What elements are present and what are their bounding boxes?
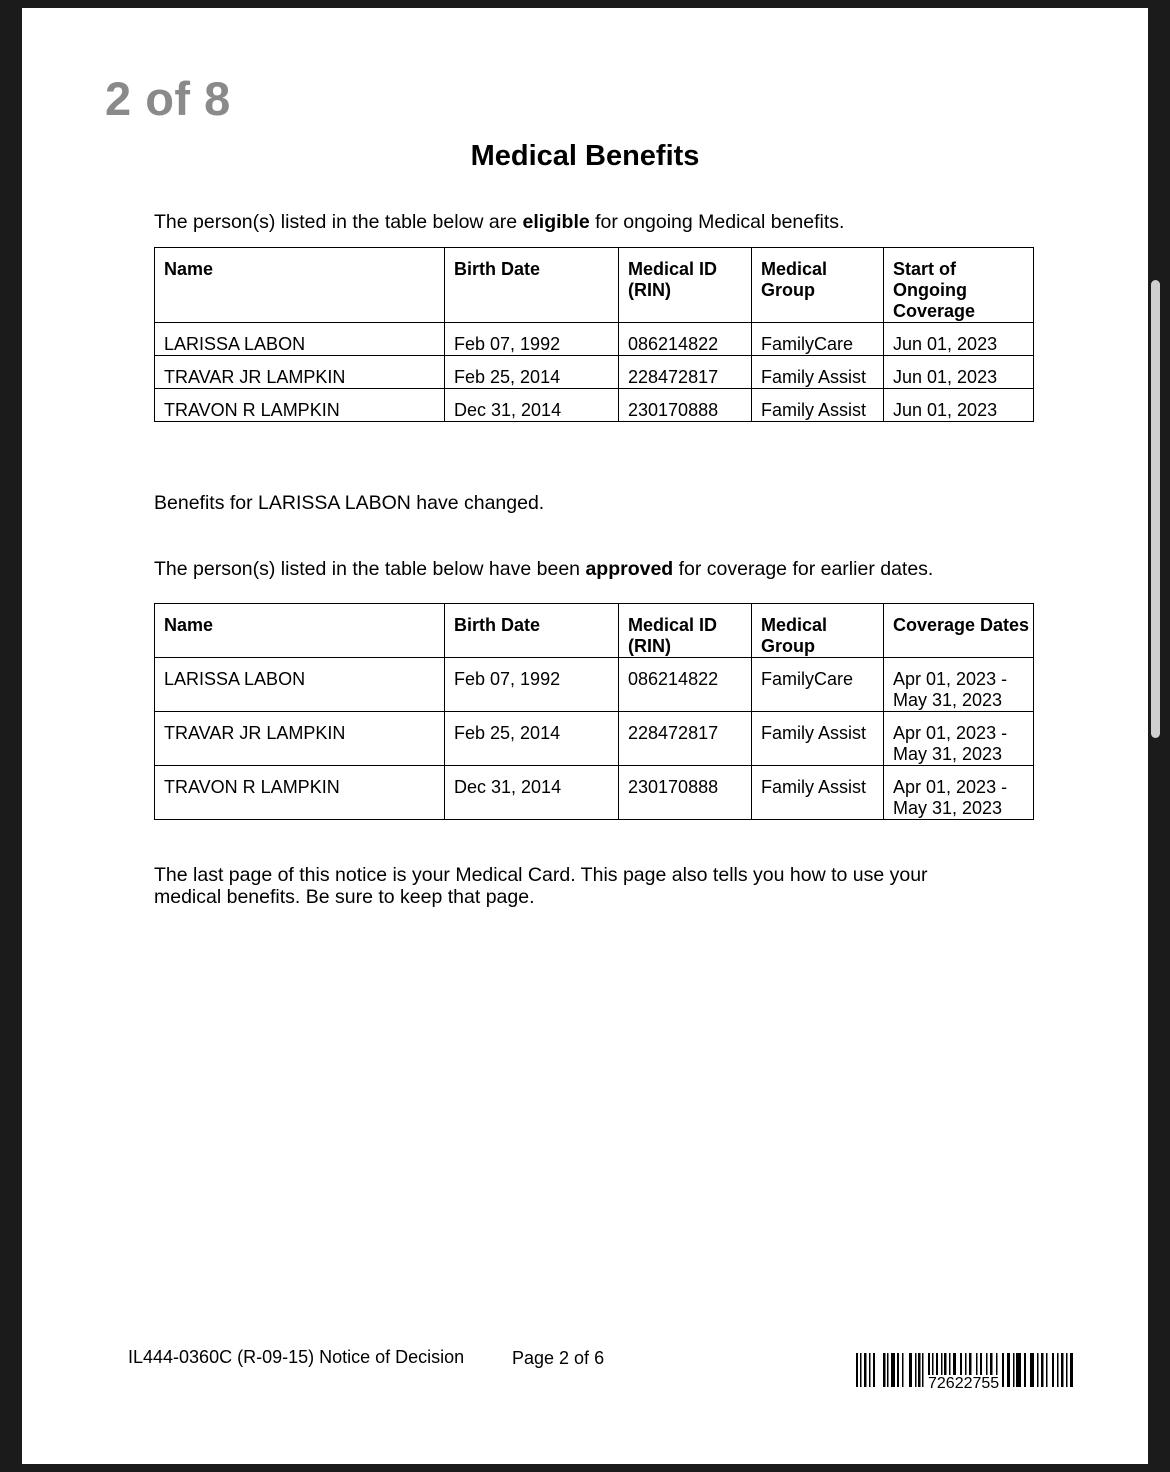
approved-intro: The person(s) listed in the table below have been approved for coverage for earlier dates. xyxy=(154,558,934,580)
table-cell: Jun 01, 2023 xyxy=(884,389,1034,422)
earlier-coverage-table xyxy=(154,603,1034,820)
eligible-intro: The person(s) listed in the table below are eligible for ongoing Medical benefits. xyxy=(154,211,845,233)
changed-note: Benefits for LARISSA LABON have changed. xyxy=(154,492,545,514)
table-cell: Apr 01, 2023 - May 31, 2023 xyxy=(884,712,1034,766)
table-row xyxy=(155,323,1034,356)
table-header-row xyxy=(155,604,1034,658)
column-header: Name xyxy=(155,248,445,323)
table-cell: Jun 01, 2023 xyxy=(884,356,1034,389)
table-cell: 230170888 xyxy=(619,389,752,422)
column-header: Coverage Dates xyxy=(884,604,1034,658)
closing-note: The last page of this notice is your Medical Card. This page also tells you how to use your medical benefits. Be sure to keep that page. xyxy=(154,864,928,908)
table-cell: Dec 31, 2014 xyxy=(445,389,619,422)
column-header: Medical ID (RIN) xyxy=(619,604,752,658)
table-cell: Apr 01, 2023 - May 31, 2023 xyxy=(884,766,1034,820)
table-cell: 086214822 xyxy=(619,658,752,712)
table-cell: 228472817 xyxy=(619,712,752,766)
table-cell: Family Assist xyxy=(752,389,884,422)
table-cell: 228472817 xyxy=(619,356,752,389)
column-header: Birth Date xyxy=(445,604,619,658)
table-row xyxy=(155,356,1034,389)
table-cell: Feb 25, 2014 xyxy=(445,356,619,389)
table-row xyxy=(155,712,1034,766)
page-indicator: 2 of 8 xyxy=(105,72,231,125)
table-cell: Apr 01, 2023 - May 31, 2023 xyxy=(884,658,1034,712)
table-cell: Feb 07, 1992 xyxy=(445,323,619,356)
table-cell: Jun 01, 2023 xyxy=(884,323,1034,356)
table-row xyxy=(155,389,1034,422)
table-cell: TRAVAR JR LAMPKIN xyxy=(155,356,445,389)
table-cell: FamilyCare xyxy=(752,323,884,356)
column-header: Medical Group xyxy=(752,604,884,658)
table-cell: TRAVAR JR LAMPKIN xyxy=(155,712,445,766)
column-header: Medical Group xyxy=(752,248,884,323)
table-cell: Family Assist xyxy=(752,356,884,389)
table-header-row xyxy=(155,248,1034,323)
table-cell: Dec 31, 2014 xyxy=(445,766,619,820)
ongoing-coverage-table xyxy=(154,247,1034,422)
table-cell: Family Assist xyxy=(752,766,884,820)
table-cell: LARISSA LABON xyxy=(155,658,445,712)
column-header: Name xyxy=(155,604,445,658)
page-title: Medical Benefits xyxy=(470,140,700,172)
form-identifier: IL444-0360C (R-09-15) Notice of Decision xyxy=(128,1347,465,1367)
table-cell: Family Assist xyxy=(752,712,884,766)
document-page xyxy=(22,8,1148,1464)
table-cell: 086214822 xyxy=(619,323,752,356)
table-cell: 230170888 xyxy=(619,766,752,820)
table-cell: FamilyCare xyxy=(752,658,884,712)
table-cell: LARISSA LABON xyxy=(155,323,445,356)
table-row xyxy=(155,766,1034,820)
table-row xyxy=(155,658,1034,712)
vertical-scrollbar[interactable] xyxy=(1151,280,1160,738)
column-header: Birth Date xyxy=(445,248,619,323)
barcode-number: 72622755 xyxy=(928,1375,1000,1392)
table-cell: Feb 25, 2014 xyxy=(445,712,619,766)
table-cell: Feb 07, 1992 xyxy=(445,658,619,712)
column-header: Medical ID (RIN) xyxy=(619,248,752,323)
table-cell: TRAVON R LAMPKIN xyxy=(155,766,445,820)
page-number: Page 2 of 6 xyxy=(512,1348,605,1368)
column-header: Start of Ongoing Coverage xyxy=(884,248,1034,323)
table-cell: TRAVON R LAMPKIN xyxy=(155,389,445,422)
